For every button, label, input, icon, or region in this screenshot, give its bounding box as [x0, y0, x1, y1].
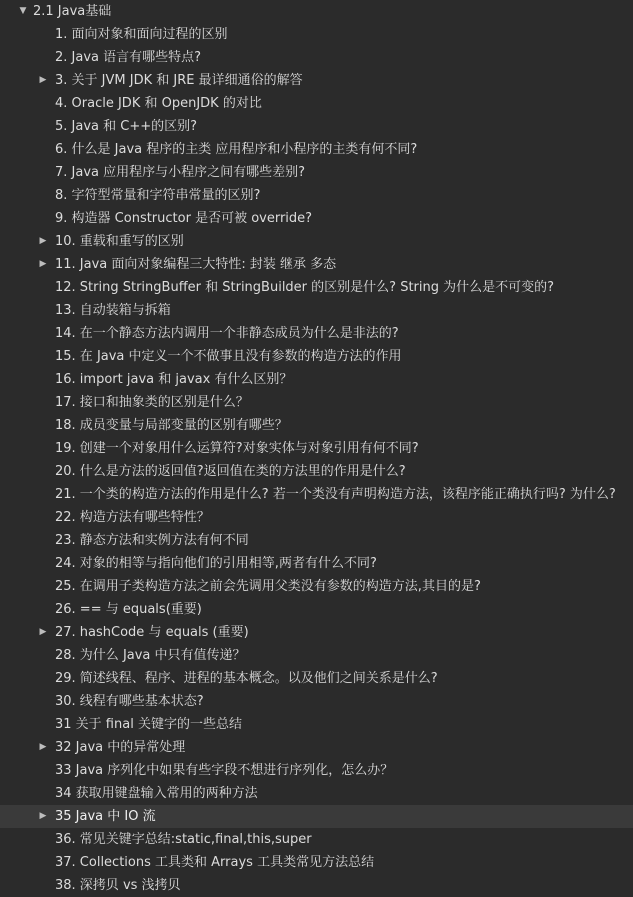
outline-item[interactable]	[0, 368, 633, 391]
outline-item[interactable]	[0, 207, 633, 230]
outline-item[interactable]	[0, 161, 633, 184]
outline-item[interactable]	[0, 713, 633, 736]
collapsed-arrow-icon[interactable]: ▶	[39, 627, 47, 637]
outline-item-label: 18. 成员变量与局部变量的区别有哪些？	[55, 418, 288, 433]
collapsed-arrow-icon[interactable]: ▶	[39, 75, 47, 85]
outline-item[interactable]	[0, 23, 633, 46]
outline-item[interactable]	[0, 828, 633, 851]
outline-item-label: 9. 构造器 Constructor 是否可被 override?	[55, 211, 313, 226]
outline-item[interactable]	[0, 667, 633, 690]
collapsed-arrow-icon[interactable]: ▶	[39, 811, 47, 821]
outline-item[interactable]	[0, 598, 633, 621]
outline-item-label: 17. 接口和抽象类的区别是什么？	[55, 395, 249, 410]
outline-item-label: 22. 构造方法有哪些特性？	[55, 510, 210, 525]
collapsed-arrow-icon[interactable]: ▶	[39, 236, 47, 246]
outline-item-label: 15. 在 Java 中定义一个不做事且没有参数的构造方法的作用	[55, 349, 402, 364]
outline-item-label: 1. 面向对象和面向过程的区别	[55, 27, 228, 42]
outline-item[interactable]	[0, 460, 633, 483]
collapsed-arrow-icon[interactable]: ▶	[39, 742, 47, 752]
outline-item[interactable]	[0, 644, 633, 667]
outline-item[interactable]	[0, 621, 633, 644]
outline-item[interactable]	[0, 759, 633, 782]
outline-item[interactable]	[0, 736, 633, 759]
outline-item-label: 7. Java 应用程序与小程序之间有哪些差别?	[55, 165, 306, 180]
outline-item-label: 10. 重载和重写的区别	[55, 234, 184, 249]
outline-item-label: 14. 在一个静态方法内调用一个非静态成员为什么是非法的?	[55, 326, 399, 341]
outline-item[interactable]	[0, 690, 633, 713]
collapsed-arrow-icon[interactable]: ▶	[39, 259, 47, 269]
outline-item[interactable]	[0, 529, 633, 552]
outline-item-label: 16. import java 和 javax 有什么区别？	[55, 372, 293, 387]
outline-item-label: 34 获取用键盘输入常用的两种方法	[55, 786, 258, 801]
outline-item[interactable]	[0, 253, 633, 276]
outline-item[interactable]	[0, 69, 633, 92]
outline-item-label: 25. 在调用子类构造方法之前会先调用父类没有参数的构造方法,其目的是?	[55, 579, 481, 594]
outline-item-label: 20. 什么是方法的返回值?返回值在类的方法里的作用是什么?	[55, 464, 406, 479]
outline-item-label: 28. 为什么 Java 中只有值传递？	[55, 648, 246, 663]
outline-item-label: 23. 静态方法和实例方法有何不同	[55, 533, 249, 548]
outline-item[interactable]	[0, 230, 633, 253]
outline-item-label: 21. 一个类的构造方法的作用是什么? 若一个类没有声明构造方法，该程序能正确执行吗? 为什么?	[55, 487, 616, 502]
outline-item[interactable]	[0, 92, 633, 115]
outline-item-label: 11. Java 面向对象编程三大特性: 封装 继承 多态	[55, 257, 337, 272]
outline-item-label: 8. 字符型常量和字符串常量的区别?	[55, 188, 261, 203]
outline-item-label: 33 Java 序列化中如果有些字段不想进行序列化，怎么办？	[55, 763, 394, 778]
outline-item-label: 5. Java 和 C++的区别?	[55, 119, 198, 134]
outline-item-label: 30. 线程有哪些基本状态?	[55, 694, 204, 709]
outline-item-label: 32 Java 中的异常处理	[55, 740, 186, 755]
outline-item[interactable]	[0, 874, 633, 897]
outline-item[interactable]	[0, 437, 633, 460]
outline-item[interactable]	[0, 184, 633, 207]
outline-item[interactable]	[0, 138, 633, 161]
outline-item[interactable]	[0, 552, 633, 575]
outline-item[interactable]	[0, 851, 633, 874]
outline-item-label: 29. 简述线程、程序、进程的基本概念。以及他们之间关系是什么?	[55, 671, 438, 686]
outline-item[interactable]	[0, 276, 633, 299]
outline-item[interactable]	[0, 322, 633, 345]
outline-item-label: 36. 常见关键字总结:static,final,this,super	[55, 832, 312, 847]
outline-item-label: 4. Oracle JDK 和 OpenJDK 的对比	[55, 96, 262, 111]
outline-item[interactable]	[0, 805, 633, 828]
outline-item[interactable]	[0, 506, 633, 529]
outline-item-label: 13. 自动装箱与拆箱	[55, 303, 171, 318]
outline-item[interactable]	[0, 483, 633, 506]
outline-item[interactable]	[0, 391, 633, 414]
outline-item-label: 24. 对象的相等与指向他们的引用相等,两者有什么不同?	[55, 556, 377, 571]
outline-item-label: 6. 什么是 Java 程序的主类 应用程序和小程序的主类有何不同?	[55, 142, 418, 157]
outline-root-label: 2.1 Java基础	[33, 4, 112, 19]
outline-item-label: 3. 关于 JVM JDK 和 JRE 最详细通俗的解答	[55, 73, 303, 88]
outline-item-label: 35 Java 中 IO 流	[55, 809, 156, 824]
outline-item[interactable]	[0, 115, 633, 138]
outline-item[interactable]	[0, 46, 633, 69]
outline-item-label: 37. Collections 工具类和 Arrays 工具类常见方法总结	[55, 855, 375, 870]
outline-item-label: 27. hashCode 与 equals (重要)	[55, 625, 249, 640]
expanded-arrow-icon[interactable]: ▼	[19, 6, 27, 16]
outline-item[interactable]	[0, 575, 633, 598]
outline-item-label: 38. 深拷贝 vs 浅拷贝	[55, 878, 181, 893]
outline-item-label: 2. Java 语言有哪些特点?	[55, 50, 202, 65]
outline-item[interactable]	[0, 345, 633, 368]
outline-item[interactable]	[0, 782, 633, 805]
outline-item[interactable]	[0, 299, 633, 322]
outline-item-label: 31 关于 final 关键字的一些总结	[55, 717, 242, 732]
outline-root-item[interactable]	[0, 0, 633, 23]
outline-item[interactable]	[0, 414, 633, 437]
outline-item-label: 12. String StringBuffer 和 StringBuilder 的区别是什么? String 为什么是不可变的?	[55, 280, 555, 295]
outline-item-label: 19. 创建一个对象用什么运算符?对象实体与对象引用有何不同?	[55, 441, 419, 456]
outline-item-label: 26. == 与 equals(重要)	[55, 602, 202, 617]
